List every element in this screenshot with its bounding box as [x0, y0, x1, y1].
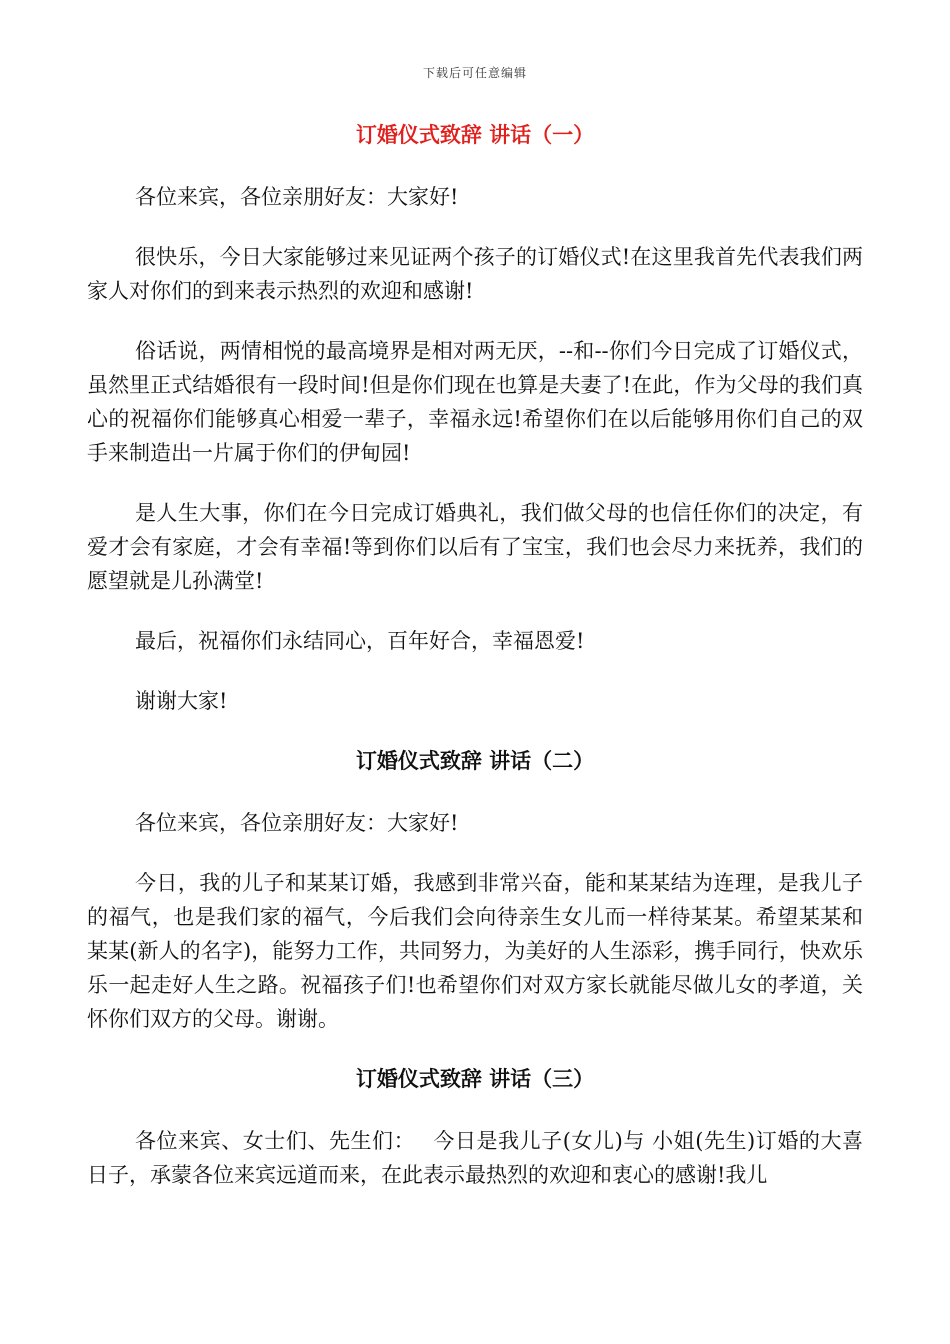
header-note: 下载后可任意编辑 [422, 66, 527, 80]
section-title-2: 订婚仪式致辞 讲话（二） [355, 749, 595, 773]
paragraph: 各位来宾，各位亲朋好友：大家好! [135, 185, 459, 209]
paragraph: 很快乐，今日大家能够过来见证两个孩子的订婚仪式!在这里我首先代表我们两家人对你们的到来表示热烈的欢迎和感谢! [87, 245, 863, 303]
paragraph: 各位来宾，各位亲朋好友：大家好! [135, 811, 459, 835]
paragraph: 各位来宾、女士们、先生们： 今日是我儿子(女儿)与 小姐(先生)订婚的大喜日子，承蒙各位来宾远道而来，在此表示最热烈的欢迎和衷心的感谢!我儿 [87, 1129, 863, 1187]
document-body [87, 118, 863, 1192]
section-title-1: 订婚仪式致辞 讲话（一） [355, 123, 595, 147]
paragraph: 是人生大事，你们在今日完成订婚典礼，我们做父母的也信任你们的决定，有爱才会有家庭，才会有幸福!等到你们以后有了宝宝，我们也会尽力来抚养，我们的愿望就是儿孙满堂! [87, 501, 863, 593]
section-title-3: 订婚仪式致辞 讲话（三） [355, 1067, 595, 1091]
paragraph: 最后，祝福你们永结同心，百年好合，幸福恩爱! [135, 629, 585, 653]
paragraph: 俗话说，两情相悦的最高境界是相对两无厌，--和--你们今日完成了订婚仪式，虽然里正式结婚很有一段时间!但是你们现在也算是夫妻了!在此，作为父母的我们真心的祝福你们能够真心相爱一辈子，幸福永远!希望你们在以后能够用你们自己的双手来制造出一片属于你们的伊甸园! [87, 339, 863, 465]
paragraph: 谢谢大家! [135, 689, 228, 713]
paragraph: 今日，我的儿子和某某订婚，我感到非常兴奋，能和某某结为连理，是我儿子的福气，也是我们家的福气，今后我们会向待亲生女儿而一样待某某。希望某某和某某(新人的名字)，能努力工作，共同努力，为美好的人生添彩，携手同行，快欢乐乐一起走好人生之路。祝福孩子们!也希望你们对双方家长就能尽做儿女的孝道，关怀你们双方的父母。谢谢。 [87, 871, 863, 1031]
